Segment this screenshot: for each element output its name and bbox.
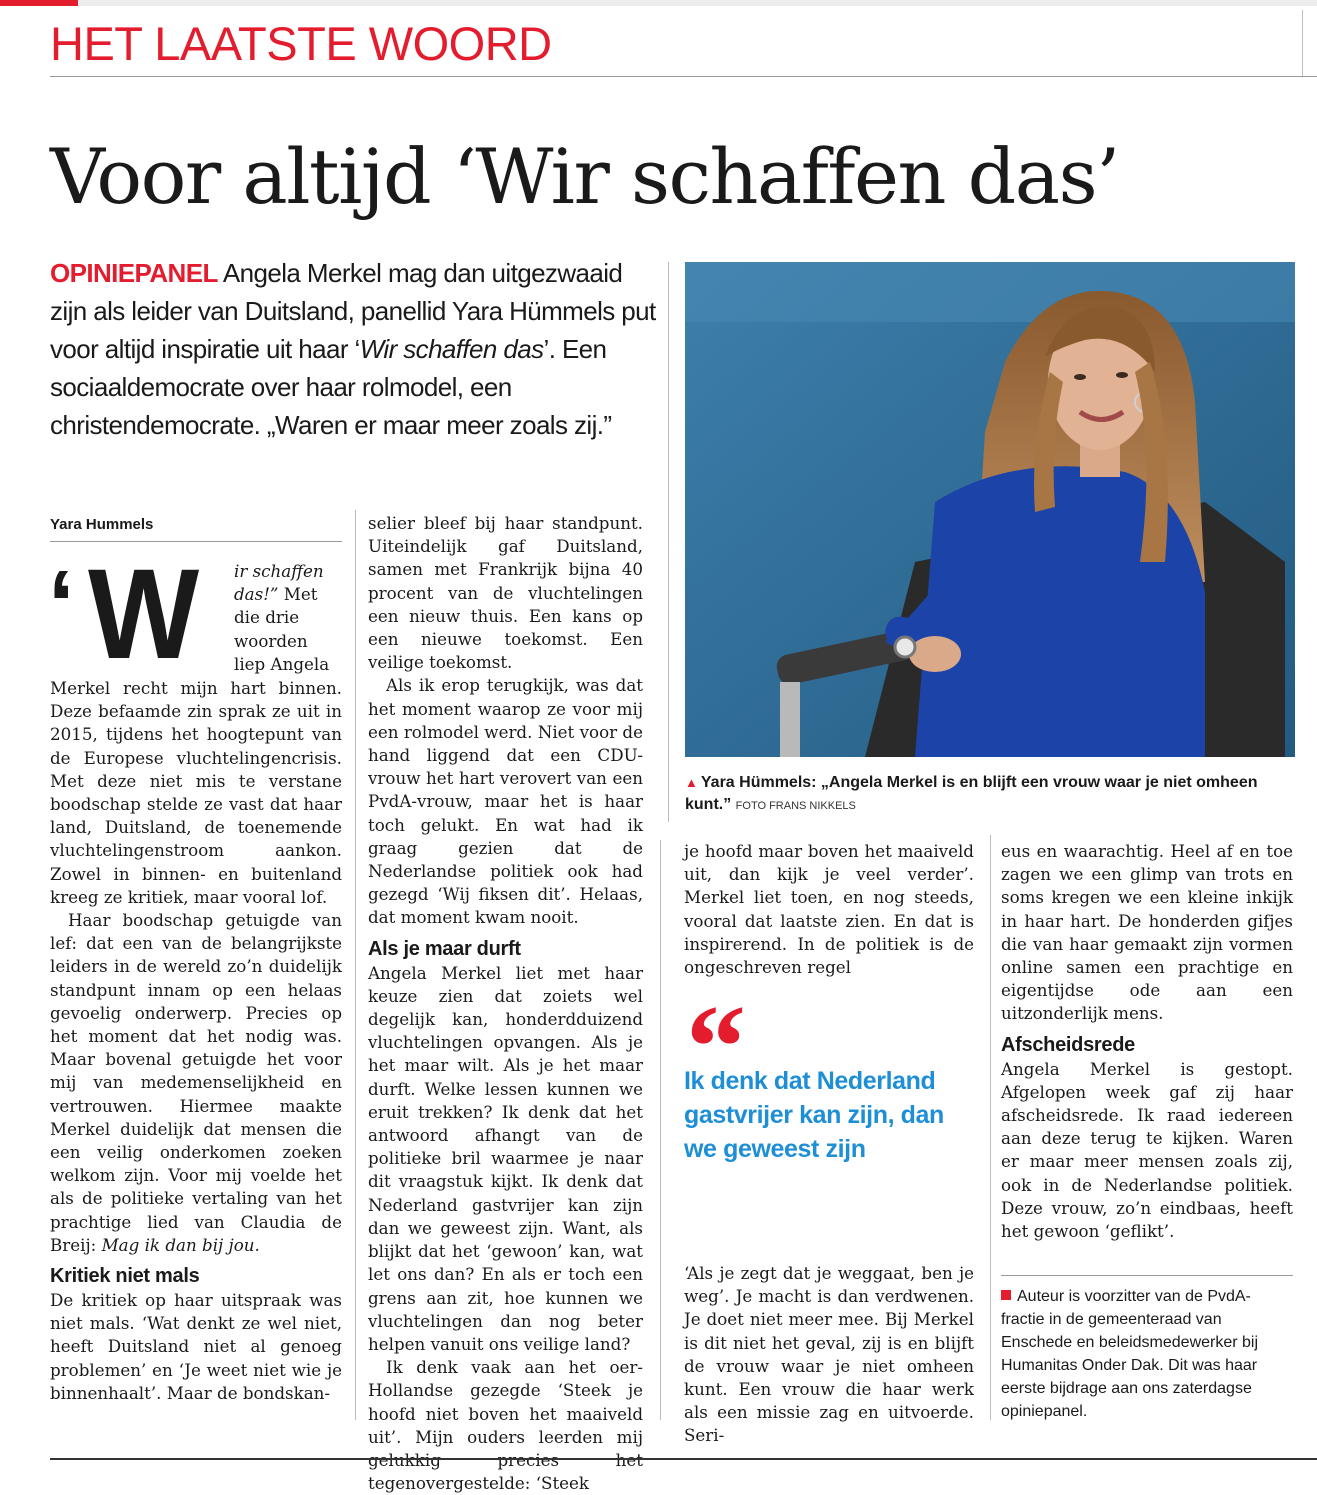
intro-label: OPINIEPANEL — [50, 258, 218, 288]
paragraph: Angela Merkel is gestopt. Afgelopen week gaf zij haar afscheidsrede. Ik raad iedereen aan deze terug te kijken. Waren er maar meer mensen zoals zij, ook in de Nederlandse politiek. Deze vrouw, zo’n eindbaas, heeft het gewoon ‘geflikt’. — [1001, 1058, 1293, 1242]
article-column-3 — [684, 840, 974, 979]
paragraph: Merkel recht mijn hart binnen. Deze befaamde zin sprak ze uit in 2015, tijdens het hoogtepunt van de Europese vluchtelingencrisis. Met deze niet mis te verstane boodschap stelde ze vast dat haar land, Duitsland, de toenemende vluchtelingenstroom aankon. Zowel in binnen- en buitenland kreeg ze kritiek, maar vooral lof. — [50, 678, 342, 907]
lead-italic: ir schaffen das!” — [234, 561, 324, 605]
headline: Voor altijd ‘Wir schaffen das’ — [50, 132, 1119, 221]
pull-quote: Ik denk dat Nederland gastvrijer kan zijn, dan we geweest zijn — [684, 1067, 944, 1163]
divider — [1302, 10, 1303, 76]
photo-caption — [685, 772, 1300, 817]
paragraph: Angela Merkel liet met haar keuze zien dat zoiets wel degelijk kan, honderdduizend vluchtelingen opvangen. Als je het maar wilt. Als je het maar durft. Welke lessen kunnen we eruit trekken? Ik denk dat het antwoord afhangt van de politieke bril waarmee je naar dit vraagstuk kijkt. Ik denk dat Nederland gastvrijer kan zijn dan we geweest zijn. Want, als blijkt dat het ‘gewoon’ kan, wat let ons dan? En als er toch een grens aan zit, hoe kunnen we vluchtelingen dan nog beter helpen vanuit ons veilige land? — [368, 962, 643, 1354]
bottom-rule — [50, 1458, 1317, 1460]
paragraph: selier bleef bij haar standpunt. Uiteindelijk gaf Duitsland, samen met Frankrijk bijna 40 procent van de vluchtelingen een nieuw thuis. Een kans op een nieuwe toekomst. Een veilige toekomst. — [368, 513, 643, 673]
article-column-3-lower — [684, 1262, 974, 1448]
column-divider — [355, 510, 356, 1420]
caption-text: Yara Hümmels: „Angela Merkel is en blijft een vrouw waar je niet omheen kunt.” — [685, 774, 1258, 813]
author-note-text: Auteur is voorzitter van de PvdA-fractie in de gemeenteraad van Enschede en beleidsmedewerker bij Humanitas Onder Dak. Dit was haar eerste bijdrage aan ons zaterdagse opiniepanel. — [1001, 1288, 1259, 1420]
paragraph: De kritiek op haar uitspraak was niet mals. ‘Wat denkt ze wel niet, heeft Duitsland niet al genoeg problemen’ en ‘Je weet niet wie je binnenhaalt’. Maar de bondskan- — [50, 1290, 342, 1403]
top-bar-accent — [0, 0, 78, 6]
subheading: Kritiek niet mals — [50, 1265, 200, 1288]
lead-text: Met die drie woorden liep Angela — [234, 584, 330, 674]
column-divider — [990, 835, 991, 1420]
square-bullet-icon — [1001, 1290, 1011, 1300]
divider — [50, 541, 342, 542]
article-column-2 — [368, 512, 643, 1495]
column-divider — [660, 840, 661, 1420]
divider — [1001, 1275, 1293, 1276]
portrait-photo — [685, 262, 1295, 757]
byline: Yara Hummels — [50, 516, 154, 533]
dropcap-quote: ‘ — [48, 551, 75, 658]
paragraph: Als ik erop terugkijk, was dat het moment waarop ze voor mij een rolmodel werd. Niet voor de hand liggend dat een CDU-vrouw het hart verovert van een PvdA-vrouw, maar het is haar toch gelukt. En wat had ik graag gezien dat de Nederlandse politiek ook had gezegd ‘Wij fiksen dit’. Helaas, dat moment kwam nooit. — [368, 675, 643, 928]
divider — [50, 76, 1317, 77]
paragraph: Ik denk vaak aan het oer-Hollandse gezegde ‘Steek je hoofd niet boven het maaiveld uit’. Mijn ouders leerden mij tegenovergestelde: ‘Steek — [368, 1357, 643, 1494]
article-column-1 — [50, 677, 342, 1405]
quote-mark-icon: “ — [686, 980, 746, 1113]
top-bar — [0, 0, 1317, 6]
paragraph: eus en waarachtig. Heel af en toe zagen we een glimp van trots en soms kregen we een kleine inkijk in haar hart. De honderden gifjes die van haar gemaakt zijn vormen online samen een prachtige en eigentijdse ode aan een uitzonderlijk mens. — [1001, 841, 1293, 1024]
paragraph: je hoofd maar boven het maaiveld uit, dan kijk je veel verder’. Merkel liet toen, en nog steeds, vooral dat laatste zien. En dat is inspirerend. In de politiek is de ongeschreven regel — [684, 841, 974, 978]
paragraph — [50, 909, 342, 1257]
article-lead-wrap — [234, 560, 342, 676]
intro-lead — [50, 254, 660, 444]
subheading: Als je maar durft — [368, 937, 521, 960]
intro-text: Angela Merkel mag dan uitgezwaaid zijn als leider van Duitsland, panellid Yara Hümmels put voor altijd inspiratie uit haar ‘ — [50, 258, 656, 364]
article-column-4 — [1001, 840, 1293, 1243]
divider — [668, 262, 669, 822]
song-title: Mag ik dan bij jou. — [101, 1234, 260, 1255]
paragraph: ‘Als je zegt dat je weggaat, ben je weg’. Je macht is dan verdwenen. Je doet niet meer mee. Bij Merkel is dit niet het geval, zij is en blijft de vrouw waar je niet omheen kunt. Een vrouw die haar werk als een missie zag en uitvoerde. Seri- — [684, 1263, 974, 1446]
intro-text-end: ’. Een sociaaldemocrate over haar rolmodel, een christendemocrate. „Waren er maar meer zoals zij.” — [50, 334, 612, 440]
paragraph-text: Haar boodschap getuigde van lef: dat een van de belangrijkste leiders in de wereld zo’n duidelijk standpunt innam op een helaas gevoelig onderwerp. Precies op het moment dat het nodig was. Maar bovenal getuigde het voor mij van medemenselijkheid en vertrouwen. Hiermee maakte Merkel duidelijk dat mensen die een veilig onderkomen zoeken welkom zijn. Voor mij voelde het als de politieke vertaling van het prachtige lied van Claudia de Breij: — [50, 910, 342, 1255]
author-note — [1001, 1285, 1293, 1423]
intro-italic: Wir schaffen das — [359, 334, 544, 364]
photo-credit: FOTO FRANS NIKKELS — [735, 800, 856, 812]
triangle-icon: ▲ — [685, 775, 698, 790]
dropcap-letter: W — [88, 543, 196, 686]
section-rubric: HET LAATSTE WOORD — [50, 17, 552, 70]
subheading: Afscheidsrede — [1001, 1033, 1135, 1056]
